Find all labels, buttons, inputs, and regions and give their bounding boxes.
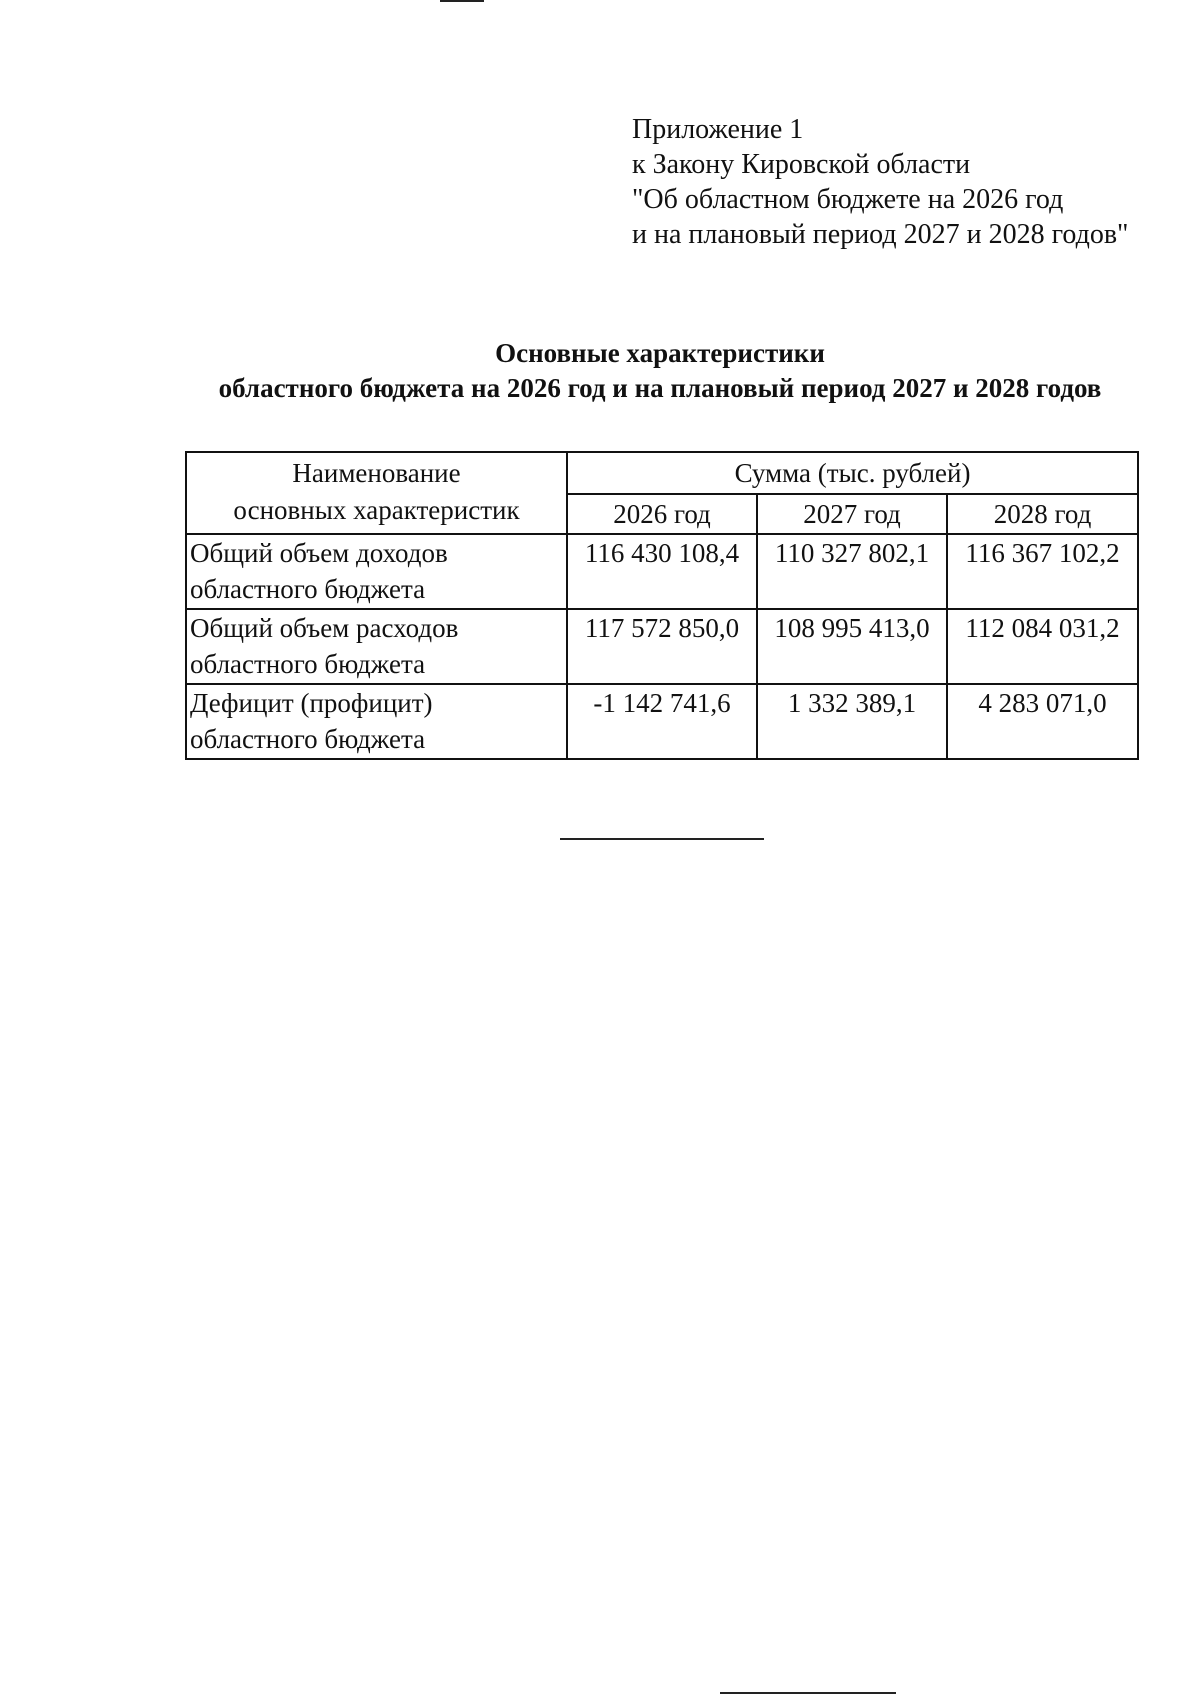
row-name-line-1: Дефицит (профицит) [190,688,433,718]
row-name-line-1: Общий объем расходов [190,613,459,643]
value-cell: -1 142 741,6 [567,684,757,759]
title-line-1: Основные характеристики [495,338,825,368]
end-divider [560,838,764,840]
value-cell: 116 430 108,4 [567,534,757,609]
row-name-line-2: областного бюджета [190,724,426,754]
value-cell: 117 572 850,0 [567,609,757,684]
header-name-line-1: Наименование [292,458,461,488]
table-header-row [186,452,1138,494]
title-line-2: областного бюджета на 2026 год и на плановый период 2027 и 2028 годов [218,373,1102,403]
row-name-cell [186,684,567,759]
header-year-2026: 2026 год [567,494,757,534]
appendix-line: и на плановый период 2027 и 2028 годов" [632,219,1129,250]
row-name-cell [186,534,567,609]
header-name-cell [186,452,567,534]
header-year-2028: 2028 год [947,494,1138,534]
row-name-line-1: Общий объем доходов [190,538,448,568]
value-cell: 4 283 071,0 [947,684,1138,759]
row-name-cell [186,609,567,684]
table-row [186,534,1138,609]
header-year-2027: 2027 год [757,494,947,534]
header-sum-cell: Сумма (тыс. рублей) [567,452,1138,494]
value-cell: 110 327 802,1 [757,534,947,609]
appendix-line: к Закону Кировской области [632,149,971,180]
top-divider [440,0,484,2]
value-cell: 1 332 389,1 [757,684,947,759]
value-cell: 112 084 031,2 [947,609,1138,684]
appendix-reference [632,112,1128,252]
document-title [0,336,1200,406]
budget-characteristics-table [185,451,1139,760]
row-name-line-2: областного бюджета [190,574,426,604]
value-cell: 116 367 102,2 [947,534,1138,609]
footer-divider [720,1692,896,1694]
table-row [186,684,1138,759]
appendix-line: Приложение 1 [632,114,804,145]
table-row [186,609,1138,684]
value-cell: 108 995 413,0 [757,609,947,684]
header-name-line-2: основных характеристик [233,495,520,525]
appendix-line: "Об областном бюджете на 2026 год [632,184,1064,215]
row-name-line-2: областного бюджета [190,649,426,679]
